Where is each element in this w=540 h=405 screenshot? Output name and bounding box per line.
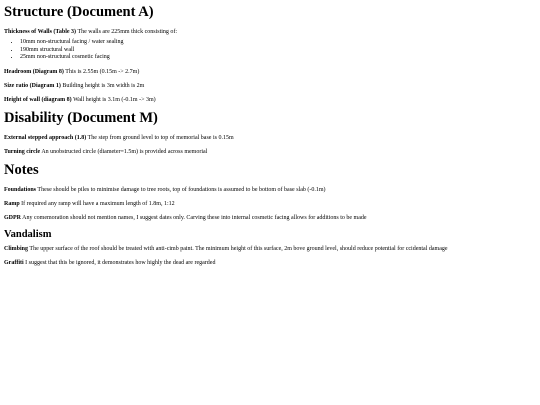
list-item: • 10mm non-structural facing / water sealing [20,39,536,47]
graffiti-text: I suggest that this be ignored, it demonstrates how highly the dead are regarded [25,259,216,266]
gdpr-text: Any comemoration should not mention names, I suggest dates only. Carving these into internal cosmetic facing allows for additions to be made [22,214,367,221]
wall-height-label: Height of wall (diagram 8) [4,96,72,103]
climbing-paragraph [4,245,536,253]
turning-circle-label: Turning circle [4,148,41,155]
turning-circle-paragraph [4,148,536,156]
walls-label: Thickness of Walls (Table 3) [4,29,77,35]
graffiti-paragraph [4,259,536,267]
climbing-text: The upper surface of the roof should be treated with anti-cimb paint. The minimum height of this surface, 2m bove ground level, should reduce potential for ccidental damage [29,245,448,252]
structure-heading: Structure (Document A) [4,4,154,20]
walls-paragraph [4,28,536,36]
gdpr-paragraph [4,214,536,222]
graffiti-label: Graffiti [4,259,24,266]
turning-circle-text: An unobstructed circle (diameter=1.5m) is provided across memorial [41,148,208,155]
walls-list [4,39,536,62]
wall-height-text: Wall height is 3.1m (-0.1m -> 3m) [73,96,156,103]
vandalism-heading: Vandalism [4,228,52,240]
headroom-text: This is 2.55m (0.15m -> 2.7m) [65,68,140,75]
size-ratio-label: Size ratio (Diagram 1) [4,82,61,89]
foundations-paragraph [4,186,536,194]
stepped-approach-paragraph [4,134,536,142]
ramp-text: If required any ramp will have a maximum length of 1.8m, 1:12 [21,200,175,207]
stepped-approach-text: The step from ground level to top of memorial base is 0.15m [87,134,234,141]
walls-text: The walls are 225mm thick consisting of: [77,29,178,35]
size-ratio-paragraph [4,82,536,90]
size-ratio-text: Building height is 3m width is 2m [62,82,145,89]
headroom-paragraph [4,68,536,76]
list-item: • 25mm non-structural cosmetic facing [20,54,536,62]
list-item: • 190mm structural wall [20,47,536,55]
climbing-label: Climbing [4,245,29,252]
foundations-label: Foundations [4,186,37,193]
gdpr-label: GDPR [4,214,21,221]
stepped-approach-label: External stepped approach (1.8) [4,134,87,141]
ramp-label: Ramp [4,200,20,207]
foundations-text: These should be piles to minimise damage to tree roots, top of foundations is assumed to be bottom of base slab (-0.1m) [37,186,326,193]
disability-heading: Disability (Document M) [4,109,158,126]
wall-height-paragraph [4,96,536,104]
notes-heading: Notes [4,161,39,178]
ramp-paragraph [4,200,536,208]
headroom-label: Headroom (Diagram 8) [4,68,64,75]
